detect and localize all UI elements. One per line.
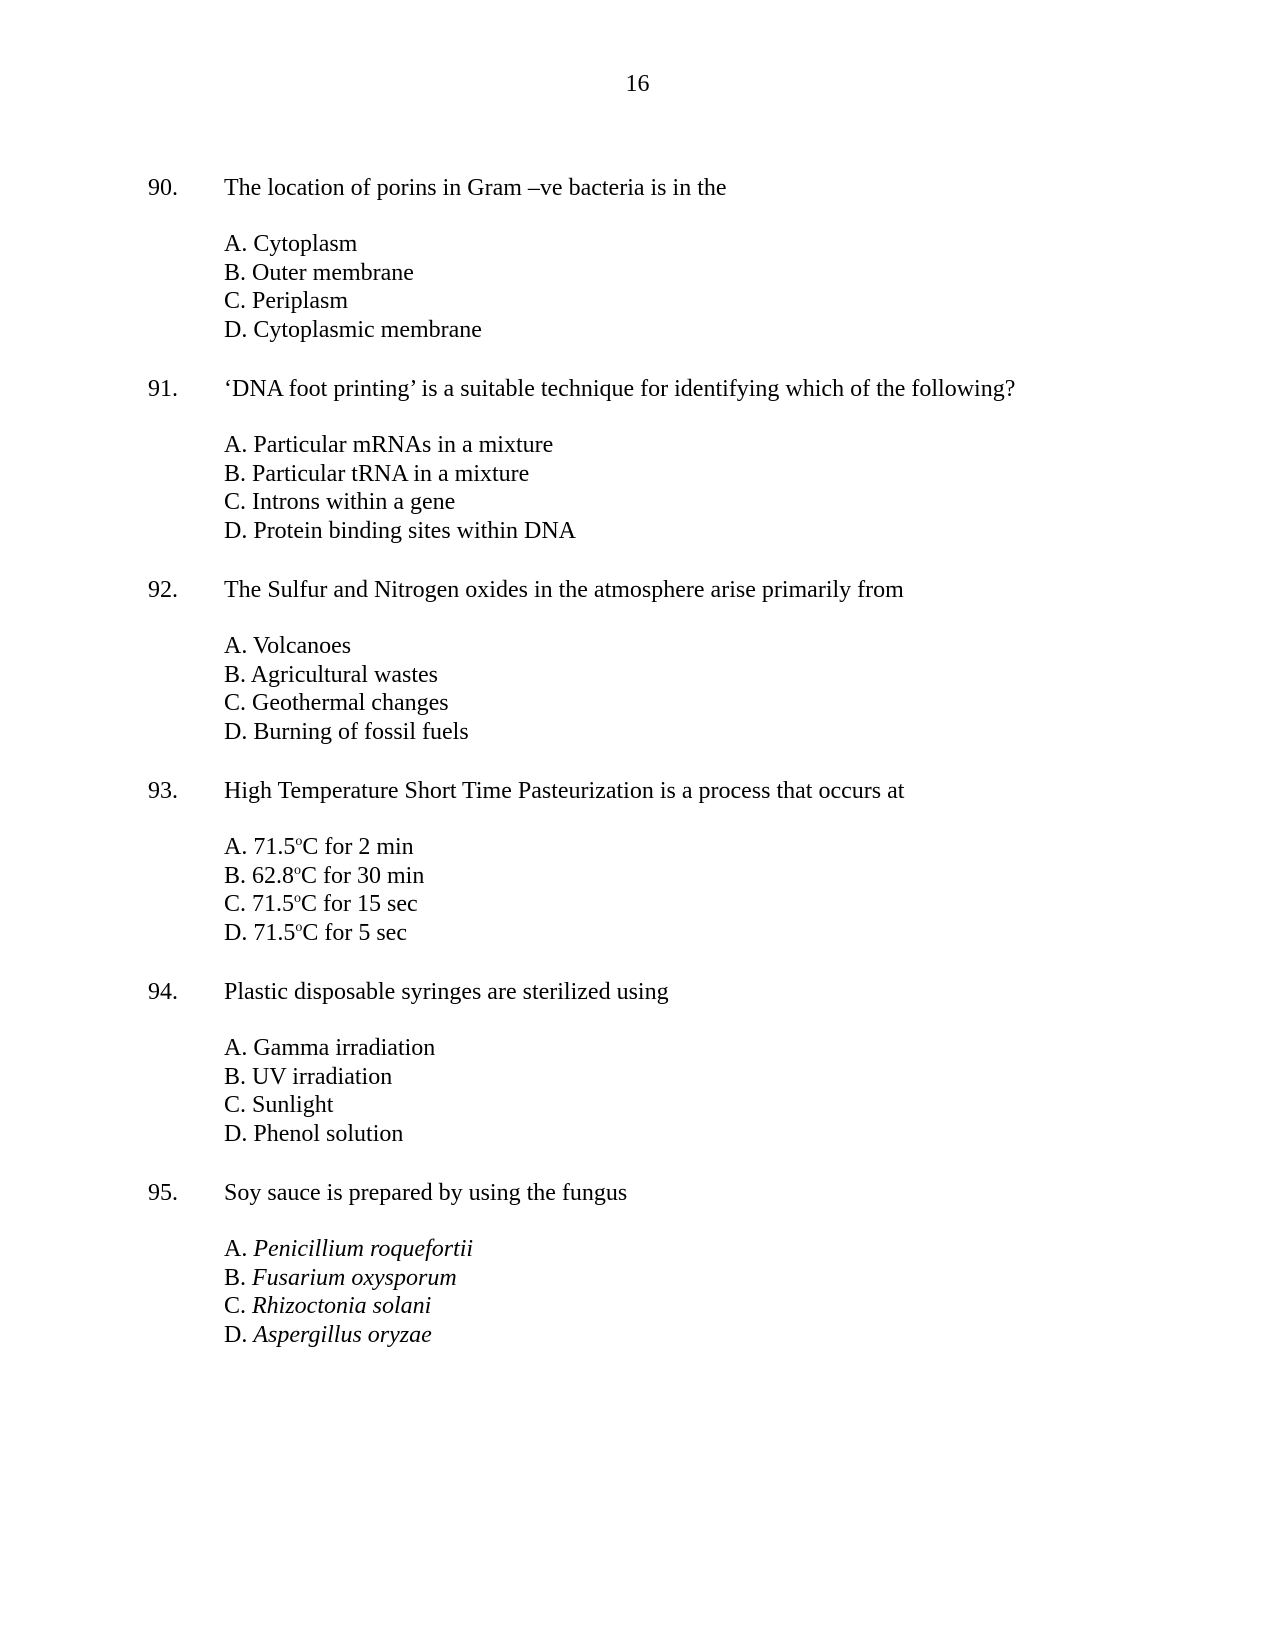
option-letter: D. bbox=[224, 1120, 248, 1147]
option-letter: A. bbox=[224, 1035, 248, 1061]
option-b bbox=[224, 460, 576, 489]
question-number: 91. bbox=[148, 376, 178, 402]
option-letter: A. bbox=[224, 231, 248, 257]
option-a bbox=[224, 1034, 435, 1063]
question-number: 93. bbox=[148, 778, 178, 804]
option-text: Aspergillus oryzae bbox=[253, 1321, 432, 1348]
option-letter: C. bbox=[224, 288, 247, 315]
option-letter: D. bbox=[224, 517, 248, 544]
option-a bbox=[224, 632, 469, 661]
question-text: Plastic disposable syringes are sterilized using bbox=[224, 979, 669, 1005]
temperature-value: 71.5 bbox=[252, 891, 295, 918]
option-letter: A. bbox=[224, 633, 248, 659]
temperature-value: 62.8 bbox=[252, 862, 295, 889]
option-letter: B. bbox=[224, 460, 247, 487]
option-text: Fusarium oxysporum bbox=[252, 1264, 457, 1291]
question-list bbox=[0, 174, 1275, 1380]
option-letter: D. bbox=[224, 718, 248, 745]
question-number: 90. bbox=[148, 175, 178, 201]
option-text: Rhizoctonia solani bbox=[252, 1293, 432, 1320]
option-c bbox=[224, 287, 482, 316]
option-d bbox=[224, 718, 469, 747]
option-b bbox=[224, 1264, 473, 1293]
degree-symbol: o bbox=[295, 834, 303, 849]
option-a bbox=[224, 431, 576, 460]
option-d bbox=[224, 919, 424, 948]
option-text: Burning of fossil fuels bbox=[253, 718, 469, 745]
option-list bbox=[224, 1235, 473, 1349]
option-d bbox=[224, 1321, 473, 1350]
degree-symbol: o bbox=[294, 891, 302, 907]
option-text: Particular tRNA in a mixture bbox=[252, 460, 530, 487]
question-91 bbox=[0, 375, 1275, 576]
option-a bbox=[224, 833, 424, 862]
option-b bbox=[224, 259, 482, 288]
option-list bbox=[224, 431, 576, 545]
option-text: C for 5 sec bbox=[302, 919, 407, 946]
question-text: ‘DNA foot printing’ is a suitable technique for identifying which of the following? bbox=[224, 376, 1016, 402]
option-text: Particular mRNAs in a mixture bbox=[253, 432, 554, 458]
question-90 bbox=[0, 174, 1275, 375]
option-letter: B. bbox=[224, 661, 247, 688]
option-text: Penicillium roquefortii bbox=[253, 1236, 474, 1262]
option-letter: D. bbox=[224, 1321, 248, 1348]
option-letter: A. bbox=[224, 432, 248, 458]
option-text: C for 15 sec bbox=[301, 891, 418, 918]
question-number: 94. bbox=[148, 979, 178, 1005]
option-text: UV irradiation bbox=[252, 1063, 393, 1090]
option-letter: C. bbox=[224, 690, 247, 717]
question-92 bbox=[0, 576, 1275, 777]
option-c bbox=[224, 1292, 473, 1321]
question-text: The Sulfur and Nitrogen oxides in the atmosphere arise primarily from bbox=[224, 577, 904, 603]
option-text: Cytoplasmic membrane bbox=[253, 316, 482, 343]
option-letter: B. bbox=[224, 862, 247, 889]
question-94 bbox=[0, 978, 1275, 1179]
option-text: Gamma irradiation bbox=[253, 1035, 436, 1061]
option-list bbox=[224, 833, 424, 947]
option-letter: D. bbox=[224, 316, 248, 343]
option-letter: C. bbox=[224, 489, 247, 516]
option-list bbox=[224, 1034, 435, 1148]
question-number: 95. bbox=[148, 1180, 178, 1206]
option-text: Phenol solution bbox=[253, 1120, 404, 1147]
option-b bbox=[224, 661, 469, 690]
option-text: Introns within a gene bbox=[252, 489, 456, 516]
question-95 bbox=[0, 1179, 1275, 1380]
question-text: The location of porins in Gram –ve bacteria is in the bbox=[224, 175, 727, 201]
option-text: Agricultural wastes bbox=[250, 661, 438, 688]
option-text: Cytoplasm bbox=[253, 231, 358, 257]
option-text: Protein binding sites within DNA bbox=[253, 517, 577, 544]
option-letter: A. bbox=[224, 834, 248, 860]
option-b bbox=[224, 862, 424, 891]
option-text: C for 2 min bbox=[302, 834, 414, 860]
option-d bbox=[224, 1120, 435, 1149]
option-text: Geothermal changes bbox=[252, 690, 449, 717]
degree-symbol: o bbox=[294, 862, 302, 878]
option-letter: B. bbox=[224, 1264, 247, 1291]
option-c bbox=[224, 488, 576, 517]
option-text: Sunlight bbox=[252, 1092, 334, 1119]
option-d bbox=[224, 517, 576, 546]
option-list bbox=[224, 230, 482, 344]
question-text: Soy sauce is prepared by using the fungus bbox=[224, 1180, 628, 1206]
question-number: 92. bbox=[148, 577, 178, 603]
option-letter: C. bbox=[224, 1092, 247, 1119]
option-letter: A. bbox=[224, 1236, 248, 1262]
option-text: Outer membrane bbox=[252, 259, 414, 286]
option-a bbox=[224, 230, 482, 259]
option-letter: C. bbox=[224, 891, 247, 918]
temperature-value: 71.5 bbox=[253, 919, 296, 946]
option-letter: B. bbox=[224, 1063, 247, 1090]
option-letter: B. bbox=[224, 259, 247, 286]
option-d bbox=[224, 316, 482, 345]
option-letter: C. bbox=[224, 1293, 247, 1320]
option-c bbox=[224, 1091, 435, 1120]
option-b bbox=[224, 1063, 435, 1092]
temperature-value: 71.5 bbox=[253, 834, 296, 860]
option-c bbox=[224, 689, 469, 718]
option-text: C for 30 min bbox=[301, 862, 425, 889]
degree-symbol: o bbox=[295, 919, 303, 935]
option-a bbox=[224, 1235, 473, 1264]
option-text: Volcanoes bbox=[252, 633, 352, 659]
question-text: High Temperature Short Time Pasteurization is a process that occurs at bbox=[224, 778, 905, 804]
page-number: 16 bbox=[625, 71, 650, 97]
option-letter: D. bbox=[224, 919, 248, 946]
option-c bbox=[224, 890, 424, 919]
question-93 bbox=[0, 777, 1275, 978]
option-list bbox=[224, 632, 469, 746]
option-text: Periplasm bbox=[252, 288, 349, 315]
